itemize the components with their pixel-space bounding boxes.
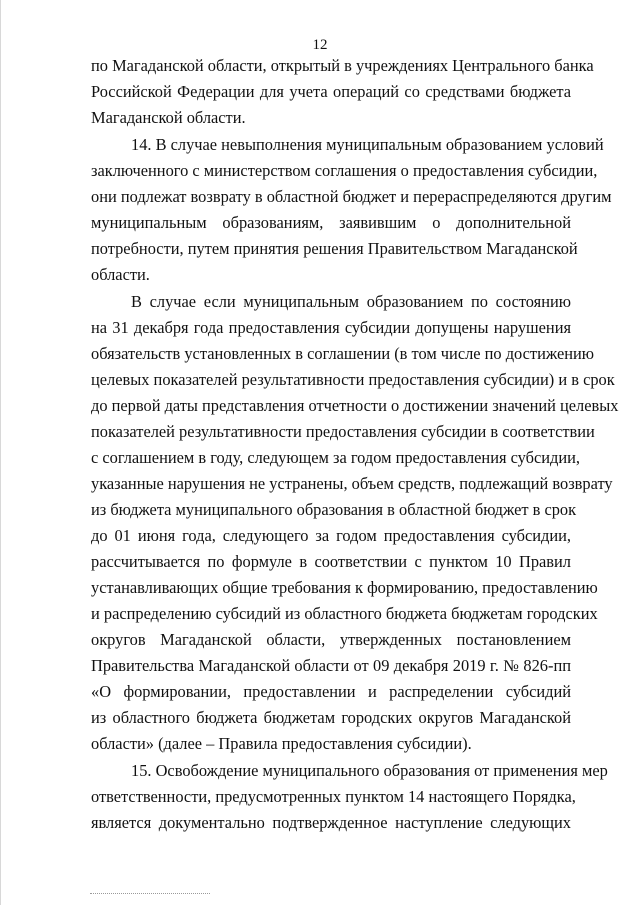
text-line: устанавливающих общие требования к формированию, предоставлению — [91, 578, 598, 597]
text-line: показателей результативности предоставления субсидии в соответствии — [91, 422, 595, 441]
text-line: области» (далее – Правила предоставления субсидии). — [91, 734, 472, 753]
text-line: до первой даты представления отчетности о достижении значений целевых — [91, 396, 619, 415]
text-line: округов Магаданской области, утвержденных постановлением — [91, 630, 571, 649]
text-line: указанные нарушения не устранены, объем средств, подлежащий возврату — [91, 474, 613, 493]
text-line: «О формировании, предоставлении и распределении субсидий — [91, 682, 571, 701]
text-line: и распределению субсидий из областного бюджета бюджетам городских — [91, 604, 598, 623]
text-line: с соглашением в году, следующем за годом предоставления субсидии, — [91, 448, 581, 467]
text-line: Магаданской области. — [91, 108, 246, 127]
text-line: является документально подтвержденное наступление следующих — [91, 813, 571, 832]
scan-edge — [0, 0, 1, 905]
text-line: муниципальным образованиям, заявившим о дополнительной — [91, 213, 571, 232]
paragraph-15-start: 15. Освобождение муниципального образования от применения мер — [131, 761, 608, 780]
text-line: целевых показателей результативности предоставления субсидии) и в срок — [91, 370, 615, 389]
page-number: 12 — [312, 37, 328, 53]
text-line: по Магаданской области, открытый в учреждениях Центрального банка — [91, 56, 594, 75]
text-line: рассчитывается по формуле в соответствии с пунктом 10 Правил — [91, 552, 571, 571]
text-line: они подлежат возврату в областной бюджет и перераспределяются другим — [91, 187, 612, 206]
text-line: до 01 июня года, следующего за годом предоставления субсидии, — [91, 526, 571, 545]
text-line: Правительства Магаданской области от 09 декабря 2019 г. № 826-пп — [91, 656, 571, 675]
text-line: заключенного с министерством соглашения о предоставления субсидии, — [91, 161, 598, 180]
text-line: обязательств установленных в соглашении (в том числе по достижению — [91, 344, 595, 363]
text-line: из бюджета муниципального образования в областной бюджет в срок — [91, 500, 577, 519]
text-line: потребности, путем принятия решения Правительством Магаданской — [91, 239, 578, 258]
text-line: из областного бюджета бюджетам городских округов Магаданской — [91, 708, 571, 727]
bottom-dotted-rule — [90, 893, 210, 894]
text-line: ответственности, предусмотренных пунктом 14 настоящего Порядка, — [91, 787, 576, 806]
text-line: Российской Федерации для учета операций со средствами бюджета — [91, 82, 571, 101]
paragraph-case-start: В случае если муниципальным образованием по состоянию — [131, 292, 571, 311]
text-line: на 31 декабря года предоставления субсидии допущены нарушения — [91, 318, 571, 337]
paragraph-14-start: 14. В случае невыполнения муниципальным образованием условий — [131, 135, 604, 154]
text-line: области. — [91, 265, 150, 284]
